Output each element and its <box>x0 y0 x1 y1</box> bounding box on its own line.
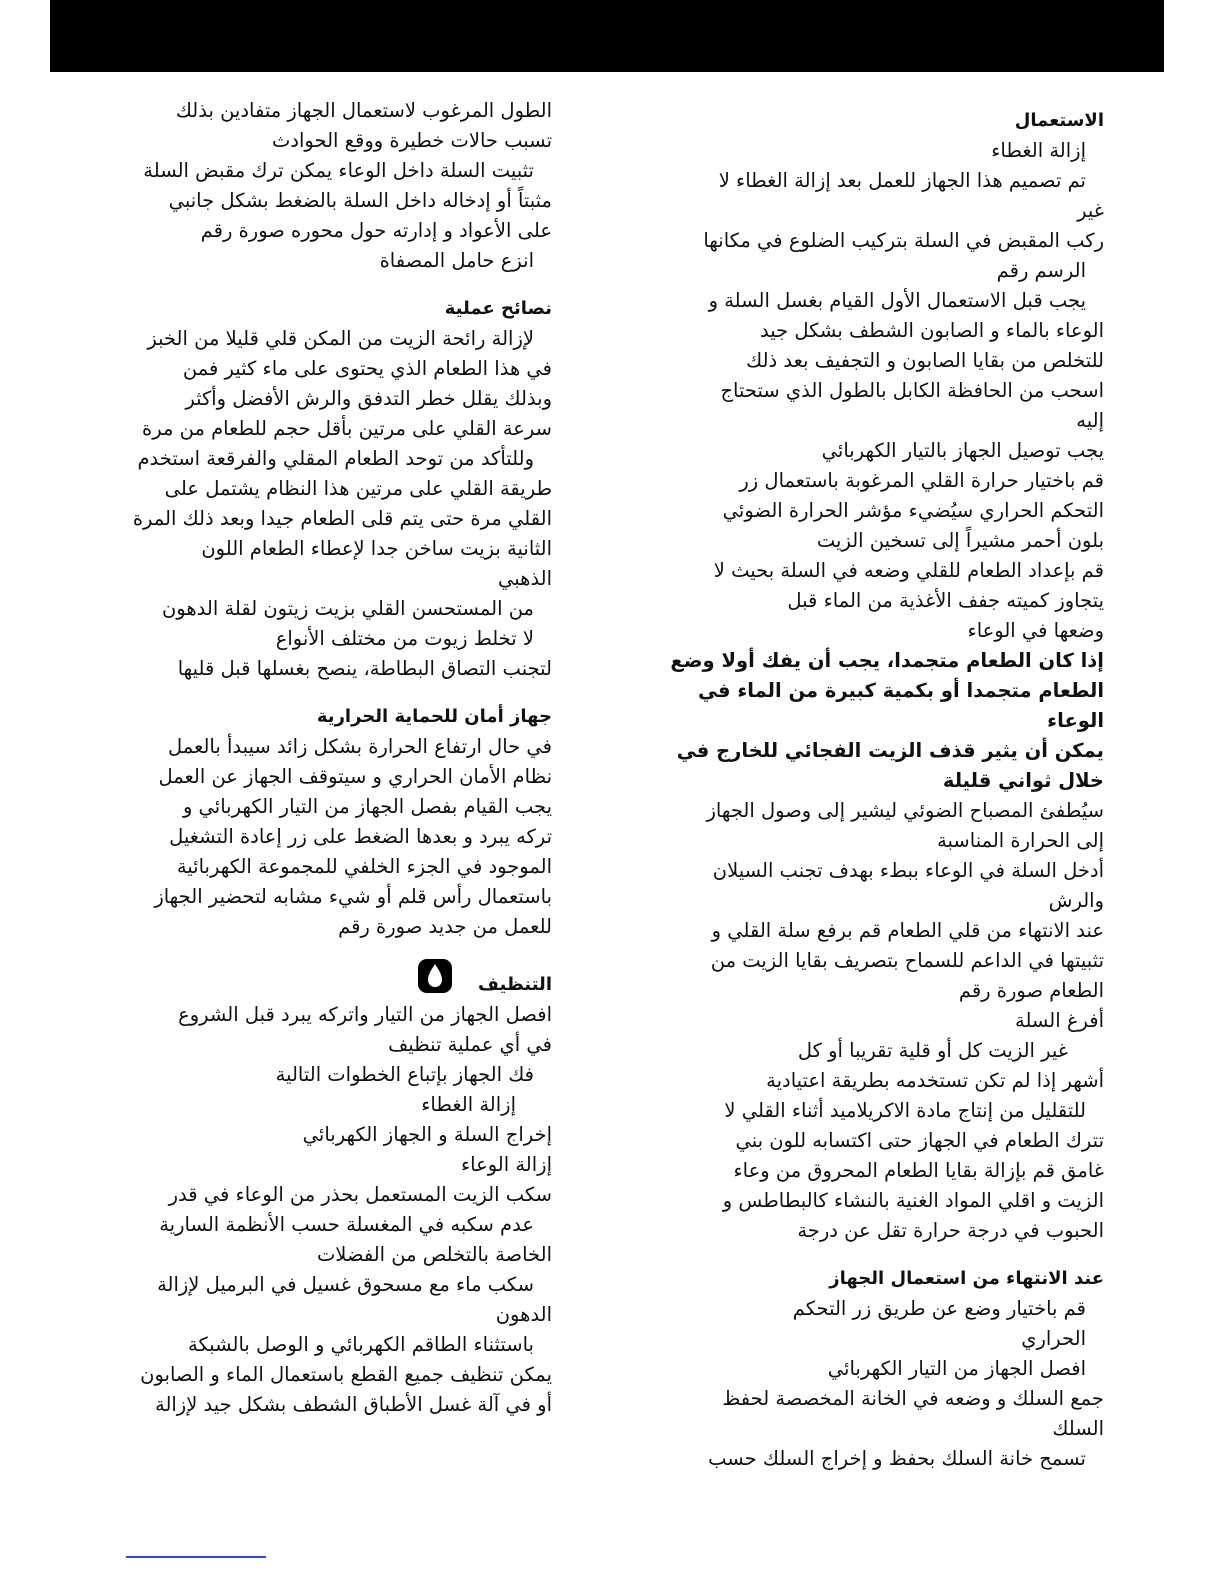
text-line: الحراري <box>1021 1327 1086 1350</box>
text-line: ركب المقبض في السلة بتركيب الضلوع في مكانها <box>703 229 1104 252</box>
text-line: بلون أحمر مشيراً إلى تسخين الزيت <box>816 529 1104 552</box>
text-line: إذا كان الطعام متجمدا، يجب أن يفك أولا وضع <box>670 649 1104 672</box>
text-line: عند الانتهاء من قلي الطعام قم برفع سلة القلي و <box>711 919 1104 942</box>
text-line: الوعاء بالماء و الصابون الشطف بشكل جيد <box>760 319 1104 342</box>
text-line: من المستحسن القلي بزيت زيتون لقلة الدهون <box>161 597 534 620</box>
text-line: غير الزيت كل أو قلية تقريبا أو كل <box>797 1039 1068 1062</box>
text-line: يجب توصيل الجهاز بالتيار الكهربائي <box>821 439 1104 462</box>
text-line: جمع السلك و وضعه في الخانة المخصصة لحفظ <box>722 1387 1104 1410</box>
section-heading: الاستعمال <box>1014 110 1104 131</box>
text-line: في حال ارتفاع الحرارة بشكل زائد سيبدأ بالعمل <box>168 735 552 758</box>
text-line: أشهر إذا لم تكن تستخدمه بطريقة اعتيادية <box>766 1069 1104 1092</box>
text-line: تثبيت السلة داخل الوعاء يمكن ترك مقبض السلة <box>143 159 534 182</box>
text-line: الرسم رقم <box>996 259 1086 282</box>
text-line: في أي عملية تنظيف <box>388 1033 552 1056</box>
text-line: نظام الأمان الحراري و سيتوقف الجهاز عن العمل <box>158 765 552 788</box>
text-line: الطعام متجمدا أو بكمية كبيرة من الماء في الوعاء <box>698 679 1104 732</box>
text-line: سكب ماء مع مسحوق غسيل في البرميل لإزالة <box>157 1273 534 1296</box>
text-line: تسبب حالات خطيرة ووقع الحوادث <box>271 129 552 152</box>
text-line: افصل الجهاز من التيار الكهربائي <box>827 1357 1086 1380</box>
text-line: في هذا الطعام الذي يحتوى على ماء كثير فمن <box>182 357 552 380</box>
text-line: الموجود في الجزء الخلفي للمجموعة الكهربائية <box>176 855 552 878</box>
text-line: الذهبي <box>497 567 552 590</box>
text-line: افصل الجهاز من التيار واتركه يبرد قبل الشروع <box>178 1003 552 1026</box>
section-heading: جهاز أمان للحماية الحرارية <box>316 706 552 727</box>
text-line: الدهون <box>495 1303 552 1326</box>
text-line: الطول المرغوب لاستعمال الجهاز متفادين بذلك <box>175 99 552 122</box>
text-line: تسمح خانة السلك بحفظ و إخراج السلك حسب <box>708 1447 1086 1470</box>
text-line: خلال ثواني قليلة <box>942 769 1104 792</box>
text-line: يجب القيام بفصل الجهاز من التيار الكهربائي و <box>182 795 552 818</box>
text-line: قم بإعداد الطعام للقلي وضعه في السلة بحيث لا <box>713 559 1104 582</box>
right-column <box>669 106 1104 1474</box>
text-line: تركه يبرد و بعدها الضغط على زر إعادة التشغيل <box>169 825 552 848</box>
text-line: تترك الطعام في الجهاز حتى اكتسابه للون بني <box>735 1129 1104 1152</box>
text-line: أدخل السلة في الوعاء ببطء بهدف تجنب السيلان <box>712 859 1104 882</box>
header-bar <box>50 0 1164 72</box>
text-line: يمكن أن يثير قذف الزيت الفجائي للخارج في <box>676 739 1104 762</box>
text-line: مثبتاً أو إدخاله داخل السلة بالضغط بشكل جانبي <box>168 189 552 212</box>
text-line: للتقليل من إنتاج مادة الاكريلاميد أثناء القلي لا <box>724 1099 1086 1122</box>
text-line: والرش <box>1048 889 1104 912</box>
cleaning-heading-row <box>112 952 552 1000</box>
section-heading: نصائح عملية <box>444 298 552 319</box>
text-line: وضعها في الوعاء <box>967 619 1104 642</box>
text-line: على الأعواد و إدارته حول محوره صورة رقم <box>200 219 552 242</box>
text-line: يمكن تنظيف جميع القطع باستعمال الماء و الصابون <box>140 1363 552 1386</box>
text-line: إخراج السلة و الجهاز الكهربائي <box>302 1123 552 1146</box>
text-line: يتجاوز كميته جفف الأغذية من الماء قبل <box>787 589 1104 612</box>
text-line: التحكم الحراري سيُضيء مؤشر الحرارة الضوئي <box>722 499 1104 522</box>
text-line: لا تخلط زيوت من مختلف الأنواع <box>275 627 534 650</box>
text-line: باستعمال رأس قلم أو شيء مشابه لتحضير الجهاز <box>154 885 552 908</box>
text-line: للعمل من جديد صورة رقم <box>338 915 552 938</box>
text-line: قم باختيار حرارة القلي المرغوبة باستعمال زر <box>739 469 1104 492</box>
text-line: إلى الحرارة المناسبة <box>937 829 1104 852</box>
text-line: الزيت و اقلي المواد الغنية بالنشاء كالبطاطس و <box>722 1189 1104 1212</box>
text-line: تم تصميم هذا الجهاز للعمل بعد إزالة الغطاء لا <box>718 169 1086 192</box>
text-line: القلي مرة حتى يتم قلى الطعام جيدا وبعد ذلك المرة <box>132 507 552 530</box>
text-line: فك الجهاز بإتباع الخطوات التالية <box>275 1063 534 1086</box>
text-line: السلك <box>1052 1417 1104 1440</box>
section-heading: عند الانتهاء من استعمال الجهاز <box>829 1268 1104 1289</box>
text-line: أفرغ السلة <box>1015 1009 1104 1032</box>
text-line: للتخلص من بقايا الصابون و التجفيف بعد ذلك <box>746 349 1104 372</box>
footer-rule <box>126 1556 266 1558</box>
text-line: يجب قبل الاستعمال الأول القيام بغسل السلة و <box>708 289 1086 312</box>
text-line: غير <box>1077 199 1104 222</box>
text-line: سرعة القلي على مرتين بأقل حجم للطعام من مرة <box>141 417 552 440</box>
text-line: طريقة القلي على مرتين هذا النظام يشتمل على <box>164 477 552 500</box>
text-line: سيُطفئ المصباح الضوئي ليشير إلى وصول الجهاز <box>706 799 1104 822</box>
text-line: لإزالة رائحة الزيت من المكن قلي قليلا من الخبز <box>147 327 534 350</box>
text-line: وللتأكد من توحد الطعام المقلي والفرقعة استخدم <box>137 447 534 470</box>
left-column <box>112 96 552 1420</box>
text-line: الطعام صورة رقم <box>958 979 1104 1002</box>
text-line: وبذلك يقلل خطر التدفق والرش الأفضل وأكثر <box>185 387 552 410</box>
text-line: الخاصة بالتخلص من الفضلات <box>316 1243 552 1266</box>
text-line: أو في آلة غسل الأطباق الشطف بشكل جيد لإزالة <box>154 1393 552 1416</box>
section-heading: التنظيف <box>478 974 552 995</box>
text-line: سكب الزيت المستعمل بحذر من الوعاء في قدر <box>168 1183 552 1206</box>
text-line: تثبيتها في الداعم للسماح بتصريف بقايا الزيت من <box>710 949 1104 972</box>
text-line: لتجنب التصاق البطاطة، ينصح بغسلها قبل قليها <box>177 657 552 680</box>
text-line: عدم سكبه في المغسلة حسب الأنظمة السارية <box>159 1213 534 1236</box>
text-line: إزالة الغطاء <box>991 139 1086 162</box>
text-line: الثانية بزيت ساخن جدا لإعطاء الطعام اللون <box>201 537 552 560</box>
text-line: باستثناء الطاقم الكهربائي و الوصل بالشبكة <box>188 1333 534 1356</box>
text-line: قم باختيار وضع عن طريق زر التحكم <box>792 1297 1086 1320</box>
text-line: انزع حامل المصفاة <box>379 249 534 272</box>
text-line: إزالة الغطاء <box>421 1093 516 1116</box>
text-line: إليه <box>1076 409 1104 432</box>
drop-icon <box>418 959 452 993</box>
text-line: الحبوب في درجة حرارة تقل عن درجة <box>797 1219 1104 1242</box>
text-line: غامق قم بإزالة بقايا الطعام المحروق من وعاء <box>733 1159 1104 1182</box>
text-line: إزالة الوعاء <box>460 1153 552 1176</box>
text-line: اسحب من الحافظة الكابل بالطول الذي ستحتاج <box>720 379 1104 402</box>
